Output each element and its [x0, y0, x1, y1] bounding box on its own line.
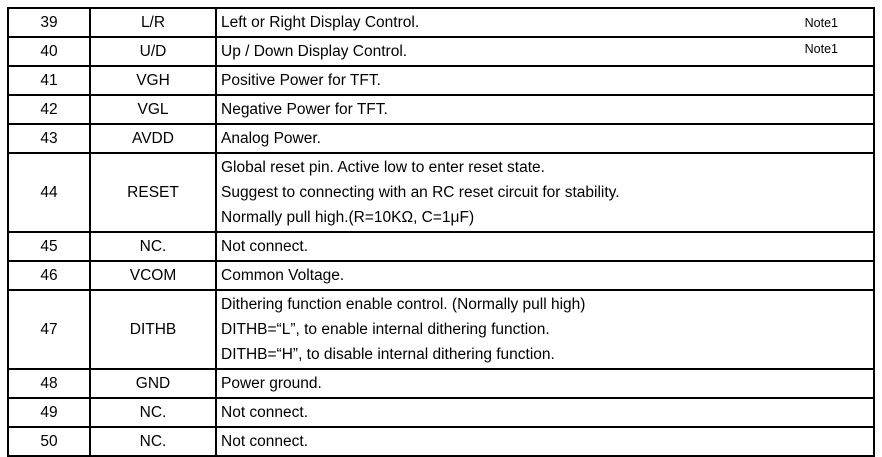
pin-number-cell: 46: [8, 261, 90, 290]
pin-number-cell: 39: [8, 8, 90, 37]
pin-name-cell: NC.: [90, 398, 216, 427]
pin-row: [8, 398, 874, 427]
pin-description-cell: [216, 66, 874, 95]
description-line: Up / Down Display Control.: [221, 43, 408, 60]
description-line: Left or Right Display Control.: [221, 14, 420, 31]
pin-description-cell: [216, 290, 874, 369]
pin-name-cell: GND: [90, 369, 216, 398]
pin-description-cell: [216, 153, 874, 232]
description-line: DITHB=“L”, to enable internal dithering function.: [221, 321, 550, 338]
description-line: Common Voltage.: [221, 267, 345, 284]
pin-name-cell: VGH: [90, 66, 216, 95]
pin-name-cell: DITHB: [90, 290, 216, 369]
description-line: Power ground.: [221, 375, 322, 392]
description-line: Negative Power for TFT.: [221, 101, 388, 118]
pin-description-cell: [216, 427, 874, 456]
description-line: Positive Power for TFT.: [221, 72, 381, 89]
description-line: Suggest to connecting with an RC reset circuit for stability.: [221, 184, 620, 201]
pin-description-cell: [216, 95, 874, 124]
pin-row: [8, 37, 874, 66]
pin-description-cell: [216, 398, 874, 427]
pin-row: [8, 8, 874, 37]
pin-description-cell: [216, 369, 874, 398]
pin-name-cell: RESET: [90, 153, 216, 232]
pin-description-table: [7, 7, 875, 457]
pin-description-cell: [216, 8, 874, 37]
pin-name-cell: NC.: [90, 232, 216, 261]
pin-name-cell: VGL: [90, 95, 216, 124]
pin-description-cell: [216, 232, 874, 261]
pin-description-cell: [216, 261, 874, 290]
pin-table-body: [8, 8, 874, 456]
pin-row: [8, 232, 874, 261]
pin-number-cell: 41: [8, 66, 90, 95]
pin-number-cell: 47: [8, 290, 90, 369]
description-line: DITHB=“H”, to disable internal dithering function.: [221, 346, 555, 363]
pin-row: [8, 124, 874, 153]
note-label: Note1: [804, 15, 838, 30]
pin-number-cell: 49: [8, 398, 90, 427]
pin-row: [8, 261, 874, 290]
pin-number-cell: 40: [8, 37, 90, 66]
pin-row: [8, 427, 874, 456]
description-line: Dithering function enable control. (Normally pull high): [221, 296, 586, 313]
pin-description-cell: [216, 124, 874, 153]
pin-name-cell: VCOM: [90, 261, 216, 290]
pin-number-cell: 42: [8, 95, 90, 124]
pin-number-cell: 50: [8, 427, 90, 456]
description-line: Normally pull high.(R=10KΩ, C=1μF): [221, 209, 475, 226]
description-line: Global reset pin. Active low to enter reset state.: [221, 159, 545, 176]
description-line: Analog Power.: [221, 130, 321, 147]
pin-description-cell: [216, 37, 874, 66]
pin-number-cell: 44: [8, 153, 90, 232]
pin-row: [8, 95, 874, 124]
pin-number-cell: 48: [8, 369, 90, 398]
pin-number-cell: 45: [8, 232, 90, 261]
pin-name-cell: AVDD: [90, 124, 216, 153]
pin-number-cell: 43: [8, 124, 90, 153]
pin-name-cell: U/D: [90, 37, 216, 66]
description-line: Not connect.: [221, 238, 309, 255]
pin-name-cell: L/R: [90, 8, 216, 37]
note-label: Note1: [804, 42, 838, 56]
pin-row: [8, 290, 874, 369]
pin-row: [8, 369, 874, 398]
pin-name-cell: NC.: [90, 427, 216, 456]
pin-row: [8, 153, 874, 232]
description-line: Not connect.: [221, 433, 309, 450]
description-line: Not connect.: [221, 404, 309, 421]
pin-row: [8, 66, 874, 95]
